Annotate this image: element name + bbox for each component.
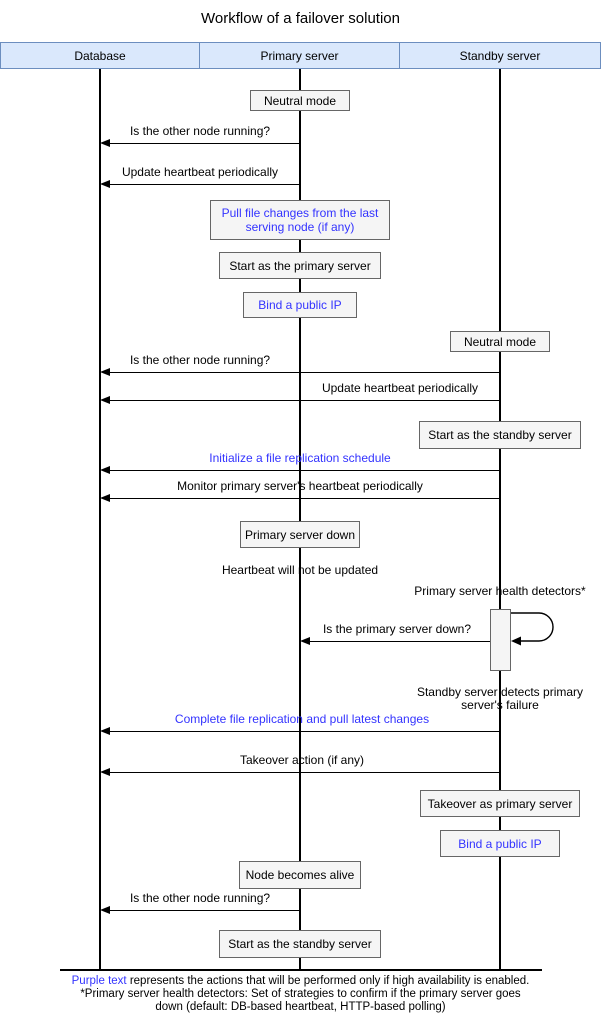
footer-line-3: down (default: DB-based heartbeat, HTTP-based polling) [155, 1001, 446, 1013]
message-line-is-other-node-running-1 [109, 143, 300, 144]
message-label-is-primary-server-down: Is the primary server down? [322, 622, 472, 636]
message-label-is-other-node-running-2: Is the other node running? [129, 353, 271, 367]
lifeline-database [99, 69, 100, 969]
box-neutral-mode-standby: Neutral mode [450, 331, 550, 352]
message-label-complete-file-replication: Complete file replication and pull latest changes [174, 712, 430, 726]
message-arrowhead-icon-initialize-file-replication [100, 466, 110, 474]
message-arrowhead-icon-is-other-node-running-2 [100, 368, 110, 376]
activation-bar [490, 609, 511, 671]
box-pull-file-changes: Pull file changes from the last serving node (if any) [210, 200, 390, 240]
box-node-becomes-alive: Node becomes alive [239, 861, 361, 889]
message-line-initialize-file-replication [109, 470, 500, 471]
message-line-is-primary-server-down [309, 641, 490, 642]
footer-line-2: *Primary server health detectors: Set of strategies to confirm if the primary server goes [80, 988, 521, 1000]
note-heartbeat-not-updated: Heartbeat will not be updated [221, 563, 379, 577]
message-arrowhead-icon-complete-file-replication [100, 727, 110, 735]
message-arrowhead-icon-update-heartbeat-2 [100, 396, 110, 404]
message-label-takeover-action: Takeover action (if any) [239, 753, 365, 767]
lane-header-database: Database [0, 42, 200, 69]
footer-line-1-rest: represents the actions that will be performed only if high availability is enabled. [126, 975, 530, 987]
message-line-is-other-node-running-3 [109, 910, 300, 911]
message-label-update-heartbeat-1: Update heartbeat periodically [121, 165, 279, 179]
self-loop-arrowhead-icon [511, 637, 521, 646]
note-standby-detects-failure: Standby server detects primary server's failure [416, 685, 584, 712]
message-arrowhead-icon-is-other-node-running-3 [100, 906, 110, 914]
box-primary-server-down: Primary server down [240, 521, 360, 548]
message-arrowhead-icon-is-primary-server-down [300, 637, 310, 645]
message-label-update-heartbeat-2: Update heartbeat periodically [321, 381, 479, 395]
message-label-is-other-node-running-3: Is the other node running? [129, 891, 271, 905]
box-start-as-standby-server-again: Start as the standby server [219, 930, 381, 958]
message-arrowhead-icon-is-other-node-running-1 [100, 139, 110, 147]
message-line-complete-file-replication [109, 731, 500, 732]
message-label-initialize-file-replication: Initialize a file replication schedule [209, 451, 391, 465]
box-neutral-mode-primary: Neutral mode [250, 90, 350, 111]
box-takeover-as-primary-server: Takeover as primary server [420, 790, 580, 817]
footer-note [0, 975, 601, 1014]
message-line-update-heartbeat-2 [109, 400, 500, 401]
message-label-monitor-primary-heartbeat: Monitor primary server's heartbeat periodically [177, 479, 423, 493]
box-bind-public-ip-primary: Bind a public IP [243, 292, 357, 318]
note-primary-health-detectors: Primary server health detectors* [414, 584, 586, 598]
lane-header [0, 42, 601, 69]
lane-header-primary-server: Primary server [199, 42, 400, 69]
message-arrowhead-icon-takeover-action [100, 768, 110, 776]
footer-line-1 [0, 975, 601, 988]
message-arrowhead-icon-monitor-primary-heartbeat [100, 494, 110, 502]
message-arrowhead-icon-update-heartbeat-1 [100, 180, 110, 188]
box-bind-public-ip-standby: Bind a public IP [440, 830, 560, 857]
box-start-as-primary-server: Start as the primary server [219, 252, 381, 279]
diagram-baseline [60, 969, 542, 971]
message-line-takeover-action [109, 772, 500, 773]
diagram-title: Workflow of a failover solution [201, 10, 400, 27]
footer-purple-text: Purple text [71, 975, 127, 987]
message-line-monitor-primary-heartbeat [109, 498, 500, 499]
message-line-is-other-node-running-2 [109, 372, 500, 373]
lane-header-standby-server: Standby server [399, 42, 601, 69]
message-label-is-other-node-running-1: Is the other node running? [129, 124, 271, 138]
box-start-as-standby-server: Start as the standby server [419, 421, 581, 449]
message-line-update-heartbeat-1 [109, 184, 300, 185]
